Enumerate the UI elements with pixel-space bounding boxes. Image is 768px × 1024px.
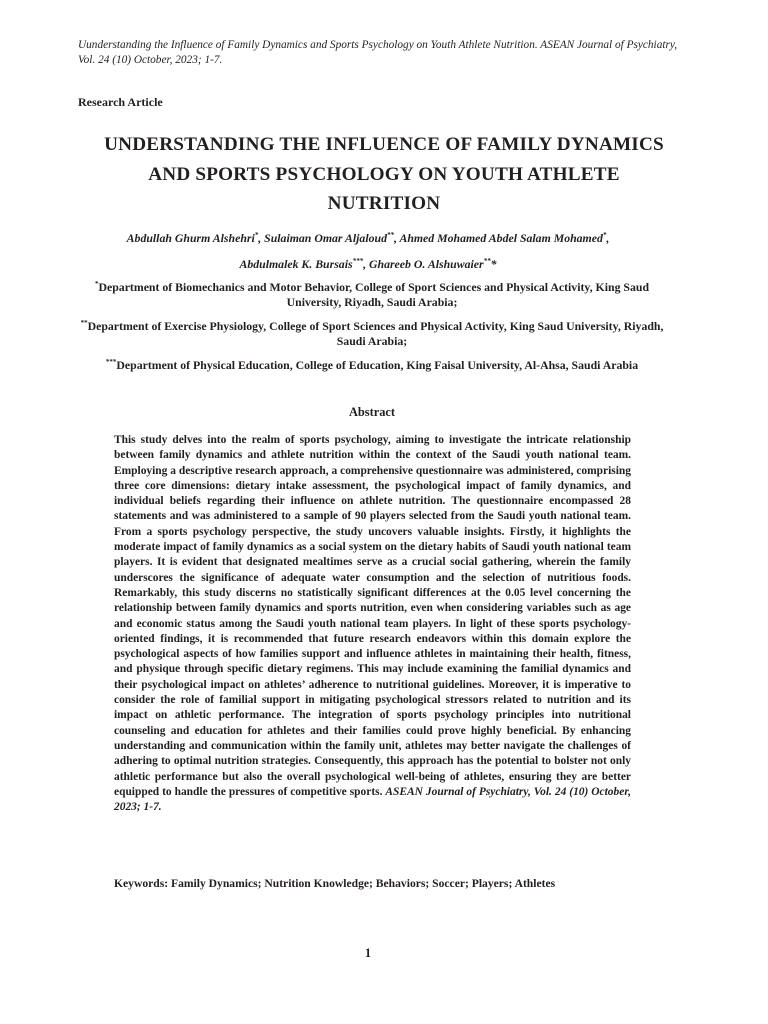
affiliation-mark: *** xyxy=(105,358,117,367)
author-mark: ** xyxy=(386,231,394,240)
keywords-line: Keywords: Family Dynamics; Nutrition Knowledge; Behaviors; Soccer; Players; Athletes xyxy=(114,877,556,890)
affiliation-3 xyxy=(60,358,684,373)
author-mark: * xyxy=(602,231,607,240)
author-separator: * xyxy=(490,257,497,271)
affiliation-mark: * xyxy=(94,280,99,289)
affiliation-2 xyxy=(72,319,672,349)
page-number: 1 xyxy=(364,946,372,960)
author-separator: , xyxy=(363,257,369,271)
author-separator: , xyxy=(393,231,400,245)
paper-title: UNDERSTANDING THE INFLUENCE OF FAMILY DYNAMICS AND SPORTS PSYCHOLOGY ON YOUTH ATHLETE NUTRITION xyxy=(104,134,664,214)
author-separator: , xyxy=(258,231,265,245)
abstract-body xyxy=(114,433,631,815)
author-mark: *** xyxy=(352,257,364,266)
author-name: Sulaiman Omar Aljaloud xyxy=(264,231,387,245)
author-name: Abdulmalek K. Bursais xyxy=(239,257,353,271)
author-list xyxy=(60,225,676,277)
author-mark: ** xyxy=(483,257,491,266)
affiliation-text: Department of Physical Education, College of Education, King Faisal University, Al-Ahsa, Saudi Arabia xyxy=(116,358,639,372)
article-type-label: Research Article xyxy=(78,95,163,109)
journal-citation-header: Uunderstanding the Influence of Family Dynamics and Sports Psychology on Youth Athlete Nutrition. ASEAN Journal of Psychiatry, Vol. 24 (10) October, 2023; 1-7. xyxy=(78,39,678,66)
author-name: Ghareeb O. Alshuwaier xyxy=(368,257,484,271)
affiliation-mark: ** xyxy=(80,319,88,328)
abstract-text: This study delves into the realm of sports psychology, aiming to investigate the intricate relationship between family dynamics and athlete nutrition within the context of the Saudi youth national team. Employing a descriptive research approach, a comprehensive questionnaire was administered, comprising three core dimensions: dietary intake assessment, the psychological impact of family dynamics, and individual beliefs regarding their influence on athlete nutrition. The questionnaire encompassed 28 statements and was administered to a sample of 90 players selected from the Saudi youth national team. From a sports psychology perspective, the study uncovers valuable insights. Firstly, it highlights the moderate impact of family dynamics as a social system on the dietary habits of Saudi youth national team players. It is evident that designated mealtimes serve as a crucial social gathering, wherein the family underscores the significance of adequate water consumption and the selection of nutritious foods. Remarkably, this study discerns no statistically significant differences at the 0.05 level concerning the relationship between family dynamics and sports nutrition, even when considering variables such as age and economic status among the Saudi youth national team players. In light of these sports psychology-oriented findings, it is recommended that future research endeavors within this domain explore the psychological aspects of how families support and influence athletes in maintaining their health, fitness, and physique through specific dietary regimens. This may include examining the familial dynamics and their psychological impact on athletes’ adherence to nutritional guidelines. Moreover, it is imperative to consider the role of familial support in mitigating psychological stressors related to nutrition and its impact on athletic performance. The integration of sports psychology principles into nutritional counseling and education for athletes and their families could prove highly beneficial. By enhancing understanding and communication within the family unit, athletes may better navigate the challenges of adhering to optimal nutrition strategies. Consequently, this approach has the potential to bolster not only athletic performance but also the overall psychological well-being of athletes, ensuring they are better equipped to handle the pressures of competitive sports. xyxy=(114,434,631,798)
affiliation-text: Department of Exercise Physiology, College of Sport Sciences and Physical Activity, King Saud University, Riyadh, Saudi Arabia; xyxy=(87,319,664,348)
author-line-1 xyxy=(60,225,676,251)
abstract-heading: Abstract xyxy=(348,405,396,419)
author-name: Abdullah Ghurm Alshehri xyxy=(126,231,255,245)
affiliation-text: Department of Biomechanics and Motor Behavior, College of Sport Sciences and Physical Activity, King Saud University, Riyadh, Saudi Arabia; xyxy=(98,280,650,309)
author-mark: * xyxy=(254,231,259,240)
abstract-citation: ASEAN Journal of Psychiatry, Vol. 24 (10) October, 2023; 1-7. xyxy=(114,785,632,814)
author-line-2 xyxy=(60,251,676,277)
affiliation-1 xyxy=(72,280,672,310)
author-name: Ahmed Mohamed Abdel Salam Mohamed xyxy=(399,231,603,245)
author-separator: , xyxy=(606,231,610,245)
